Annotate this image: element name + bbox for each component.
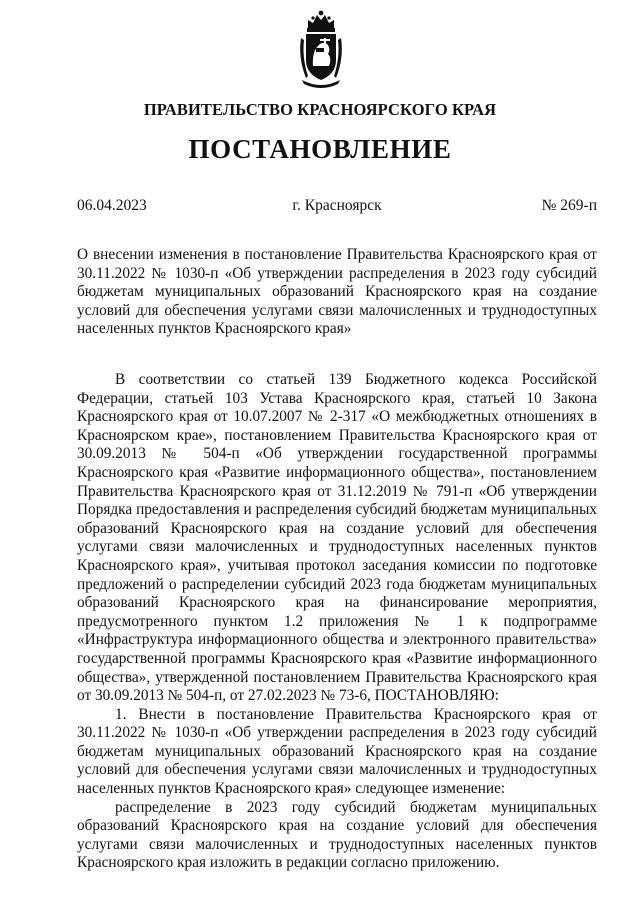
document-type: ПОСТАНОВЛЕНИЕ [188, 134, 452, 164]
document-body [77, 371, 597, 873]
document-title [77, 246, 597, 339]
change-paragraph: распределение в 2023 году субсидий бюджетам муниципальных образований Красноярского края на создание условий для обеспечения услугами связи малочисленных и труднодоступных населенных пунктов Красноярского края изложить в редакции согласно приложению. [77, 798, 597, 872]
document-meta [77, 197, 597, 219]
title-text: О внесении изменения в постановление Правительства Красноярского края от 30.11.2022 № 1030-п «Об утверждении распределения в 2023 году субсидий бюджетам муниципальных образований Красноярского края на создание условий для обеспечения услугами связи малочисленных и труднодоступных населенных пунктов Красноярского края» [77, 246, 597, 338]
item-1-paragraph: 1. Внести в постановление Правительства Красноярского края от 30.11.2022 № 1030-п «Об утверждении распределения в 2023 году субсидий бюджетам муниципальных образований Красноярского края на создание условий для обеспечения услугами связи малочисленных и труднодоступных населенных пунктов Красноярского края» следующее изменение: [77, 705, 597, 798]
krasnoyarsk-coat-of-arms-icon [298, 8, 344, 88]
document-number: № 269-п [541, 197, 597, 214]
document-date: 06.04.2023 [77, 197, 147, 214]
document-city: г. Красноярск [292, 197, 382, 214]
preamble-paragraph: В соответствии со статьей 139 Бюджетного кодекса Российской Федерации, статьей 103 Устава Красноярского края, статьей 10 Закона Красноярского края от 10.07.2007 № 2-317 «О межбюджетных отношениях в Красноярском крае», постановлением Правительства Красноярского края от 30.09.2013 № 504-п «Об утверждении государственной программы Красноярского края «Развитие информационного общества», постановлением Правительства Красноярского края от 31.12.2019 № 791-п «Об утверждении Порядка предоставления и распределения субсидий бюджетам муниципальных образований Красноярского края на создание условий для обеспечения услугами связи малочисленных и труднодоступных населенных пунктов Красноярского края», учитывая протокол заседания комиссии по подготовке предложений о распределении субсидий 2023 года бюджетам муниципальных образований Красноярского края на финансирование мероприятия, предусмотренного пунктом 1.2 приложения № 1 к подпрограмме «Инфраструктура информационного общества и электронного правительства» государственной программы Красноярского края «Развитие информационного общества», утвержденной постановлением Правительства Красноярского края от 30.09.2013 № 504-п, от 27.02.2023 № 73-6, ПОСТАНОВЛЯЮ: [77, 371, 597, 705]
government-name: ПРАВИТЕЛЬСТВО КРАСНОЯРСКОГО КРАЯ [143, 100, 497, 119]
